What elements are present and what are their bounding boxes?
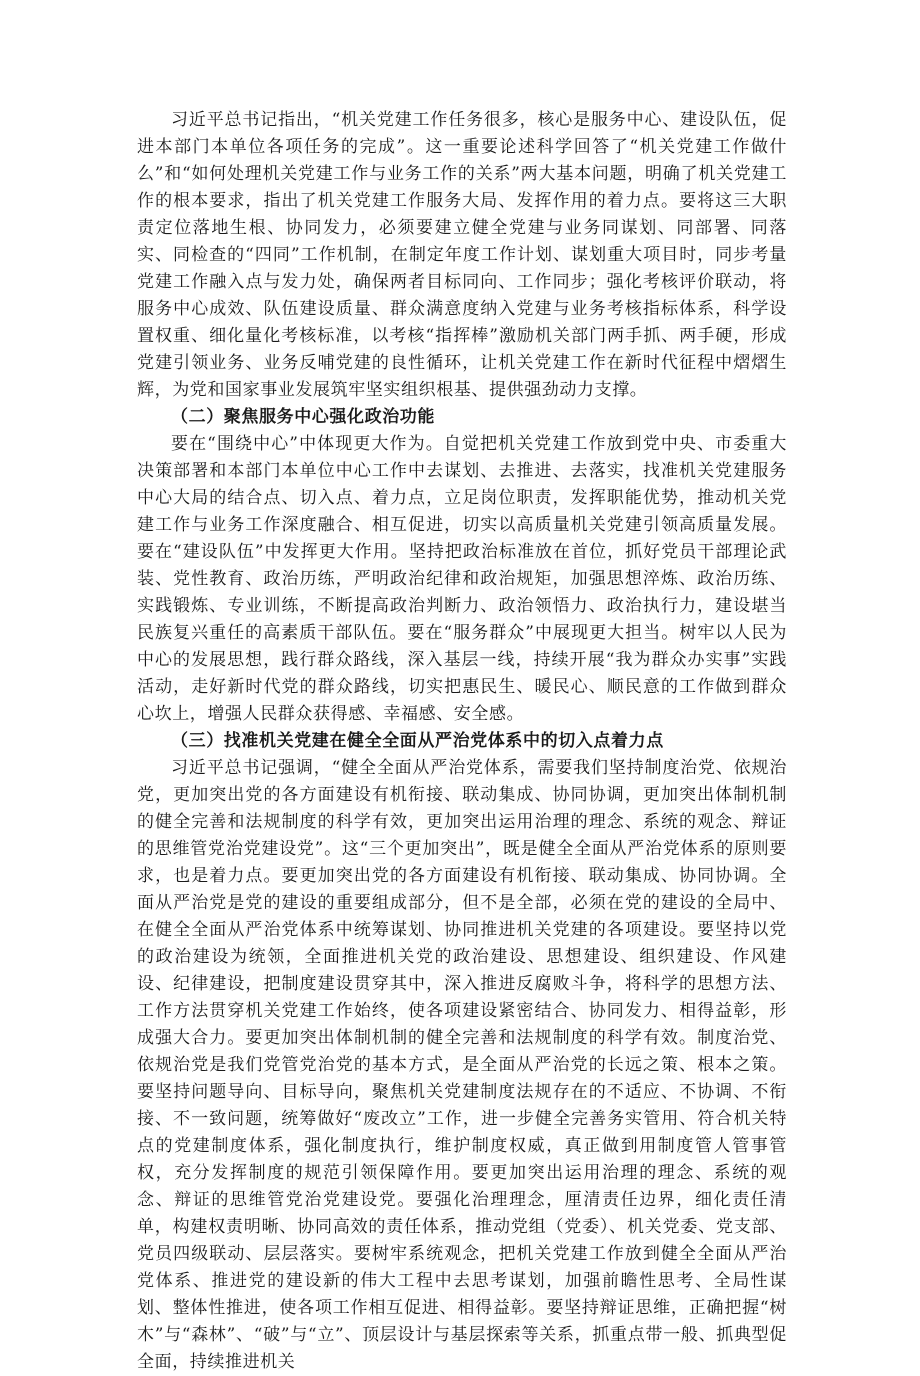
document-body [137,107,787,1376]
paragraph-3: 习近平总书记强调，“健全全面从严治党体系，需要我们坚持制度治党、依规治党，更加突出党的各方面建设有机衔接、联动集成、协同协调，更加突出体制机制的健全完善和法规制度的科学有效，更加突出运用治理的理念、系统的观念、辩证的思维管党治党建设党”。这“三个更加突出”，既是健全全面从严治党体系的原则要求，也是着力点。要更加突出党的各方面建设有机衔接、联动集成、协同协调。全面从严治党是党的建设的重要组成部分，但不是全部，必须在党的建设的全局中、在健全全面从严治党体系中统筹谋划、协同推进机关党建的各项建设。要坚持以党的政治建设为统领，全面推进机关党的政治建设、思想建设、组织建设、作风建设、纪律建设，把制度建设贯穿其中，深入推进反腐败斗争，将科学的思想方法、工作方法贯穿机关党建工作始终，使各项建设紧密结合、协同发力、相得益彰，形成强大合力。要更加突出体制机制的健全完善和法规制度的科学有效。制度治党、依规治党是我们党管党治党的基本方式，是全面从严治党的长远之策、根本之策。要坚持问题导向、目标导向，聚焦机关党建制度法规存在的不适应、不协调、不衔接、不一致问题，统筹做好“废改立”工作，进一步健全完善务实管用、符合机关特点的党建制度体系，强化制度执行，维护制度权威，真正做到用制度管人管事管权，充分发挥制度的规范引领保障作用。要更加突出运用治理的理念、系统的观念、辩证的思维管党治党建设党。要强化治理理念，厘清责任边界，细化责任清单，构建权责明晰、协同高效的责任体系，推动党组（党委）、机关党委、党支部、党员四级联动、层层落实。要树牢系统观念，把机关党建工作放到健全全面从严治党体系、推进党的建设新的伟大工程中去思考谋划，加强前瞻性思考、全局性谋划、整体性推进，使各项工作相互促进、相得益彰。要坚持辩证思维，正确把握“树木”与“森林”、“破”与“立”、顶层设计与基层探索等关系，抓重点带一般、抓典型促全面，持续推进机关 [137,758,787,1372]
paragraph-1: 习近平总书记指出，“机关党建工作任务很多，核心是服务中心、建设队伍，促进本部门本单位各项任务的完成”。这一重要论述科学回答了“机关党建工作做什么”和“如何处理机关党建工作与业务工作的关系”两大基本问题，明确了机关党建工作的根本要求，指出了机关党建工作服务大局、发挥作用的着力点。要将这三大职责定位落地生根、协同发力，必须要建立健全党建与业务同谋划、同部署、同落实、同检查的“四同”工作机制，在制定年度工作计划、谋划重大项目时，同步考量党建工作融入点与发力处，确保两者目标同向、工作同步；强化考核评价联动，将服务中心成效、队伍建设质量、群众满意度纳入党建与业务考核指标体系，科学设置权重、细化量化考核标准，以考核“指挥棒”激励机关部门两手抓、两手硬，形成党建引领业务、业务反哺党建的良性循环，让机关党建工作在新时代征程中熠熠生辉，为党和国家事业发展筑牢坚实组织根基、提供强劲动力支撑。 [137,110,787,400]
section-heading-3: （三）找准机关党建在健全全面从严治党体系中的切入点着力点 [171,731,664,751]
paragraph-2: 要在“围绕中心”中体现更大作为。自觉把机关党建工作放到党中央、市委重大决策部署和本部门本单位中心工作中去谋划、去推进、去落实，找准机关党建服务中心大局的结合点、切入点、着力点，立足岗位职责，发挥职能优势，推动机关党建工作与业务工作深度融合、相互促进，切实以高质量机关党建引领高质量发展。要在“建设队伍”中发挥更大作用。坚持把政治标准放在首位，抓好党员干部理论武装、党性教育、政治历练，严明政治纪律和政治规矩，加强思想淬炼、政治历练、实践锻炼、专业训练，不断提高政治判断力、政治领悟力、政治执行力，建设堪当民族复兴重任的高素质干部队伍。要在“服务群众”中展现更大担当。树牢以人民为中心的发展思想，践行群众路线，深入基层一线，持续开展“我为群众办实事”实践活动，走好新时代党的群众路线，切实把惠民生、暖民心、顺民意的工作做到群众心坎上，增强人民群众获得感、幸福感、安全感。 [137,434,787,724]
section-heading-2: （二）聚焦服务中心强化政治功能 [171,407,435,427]
